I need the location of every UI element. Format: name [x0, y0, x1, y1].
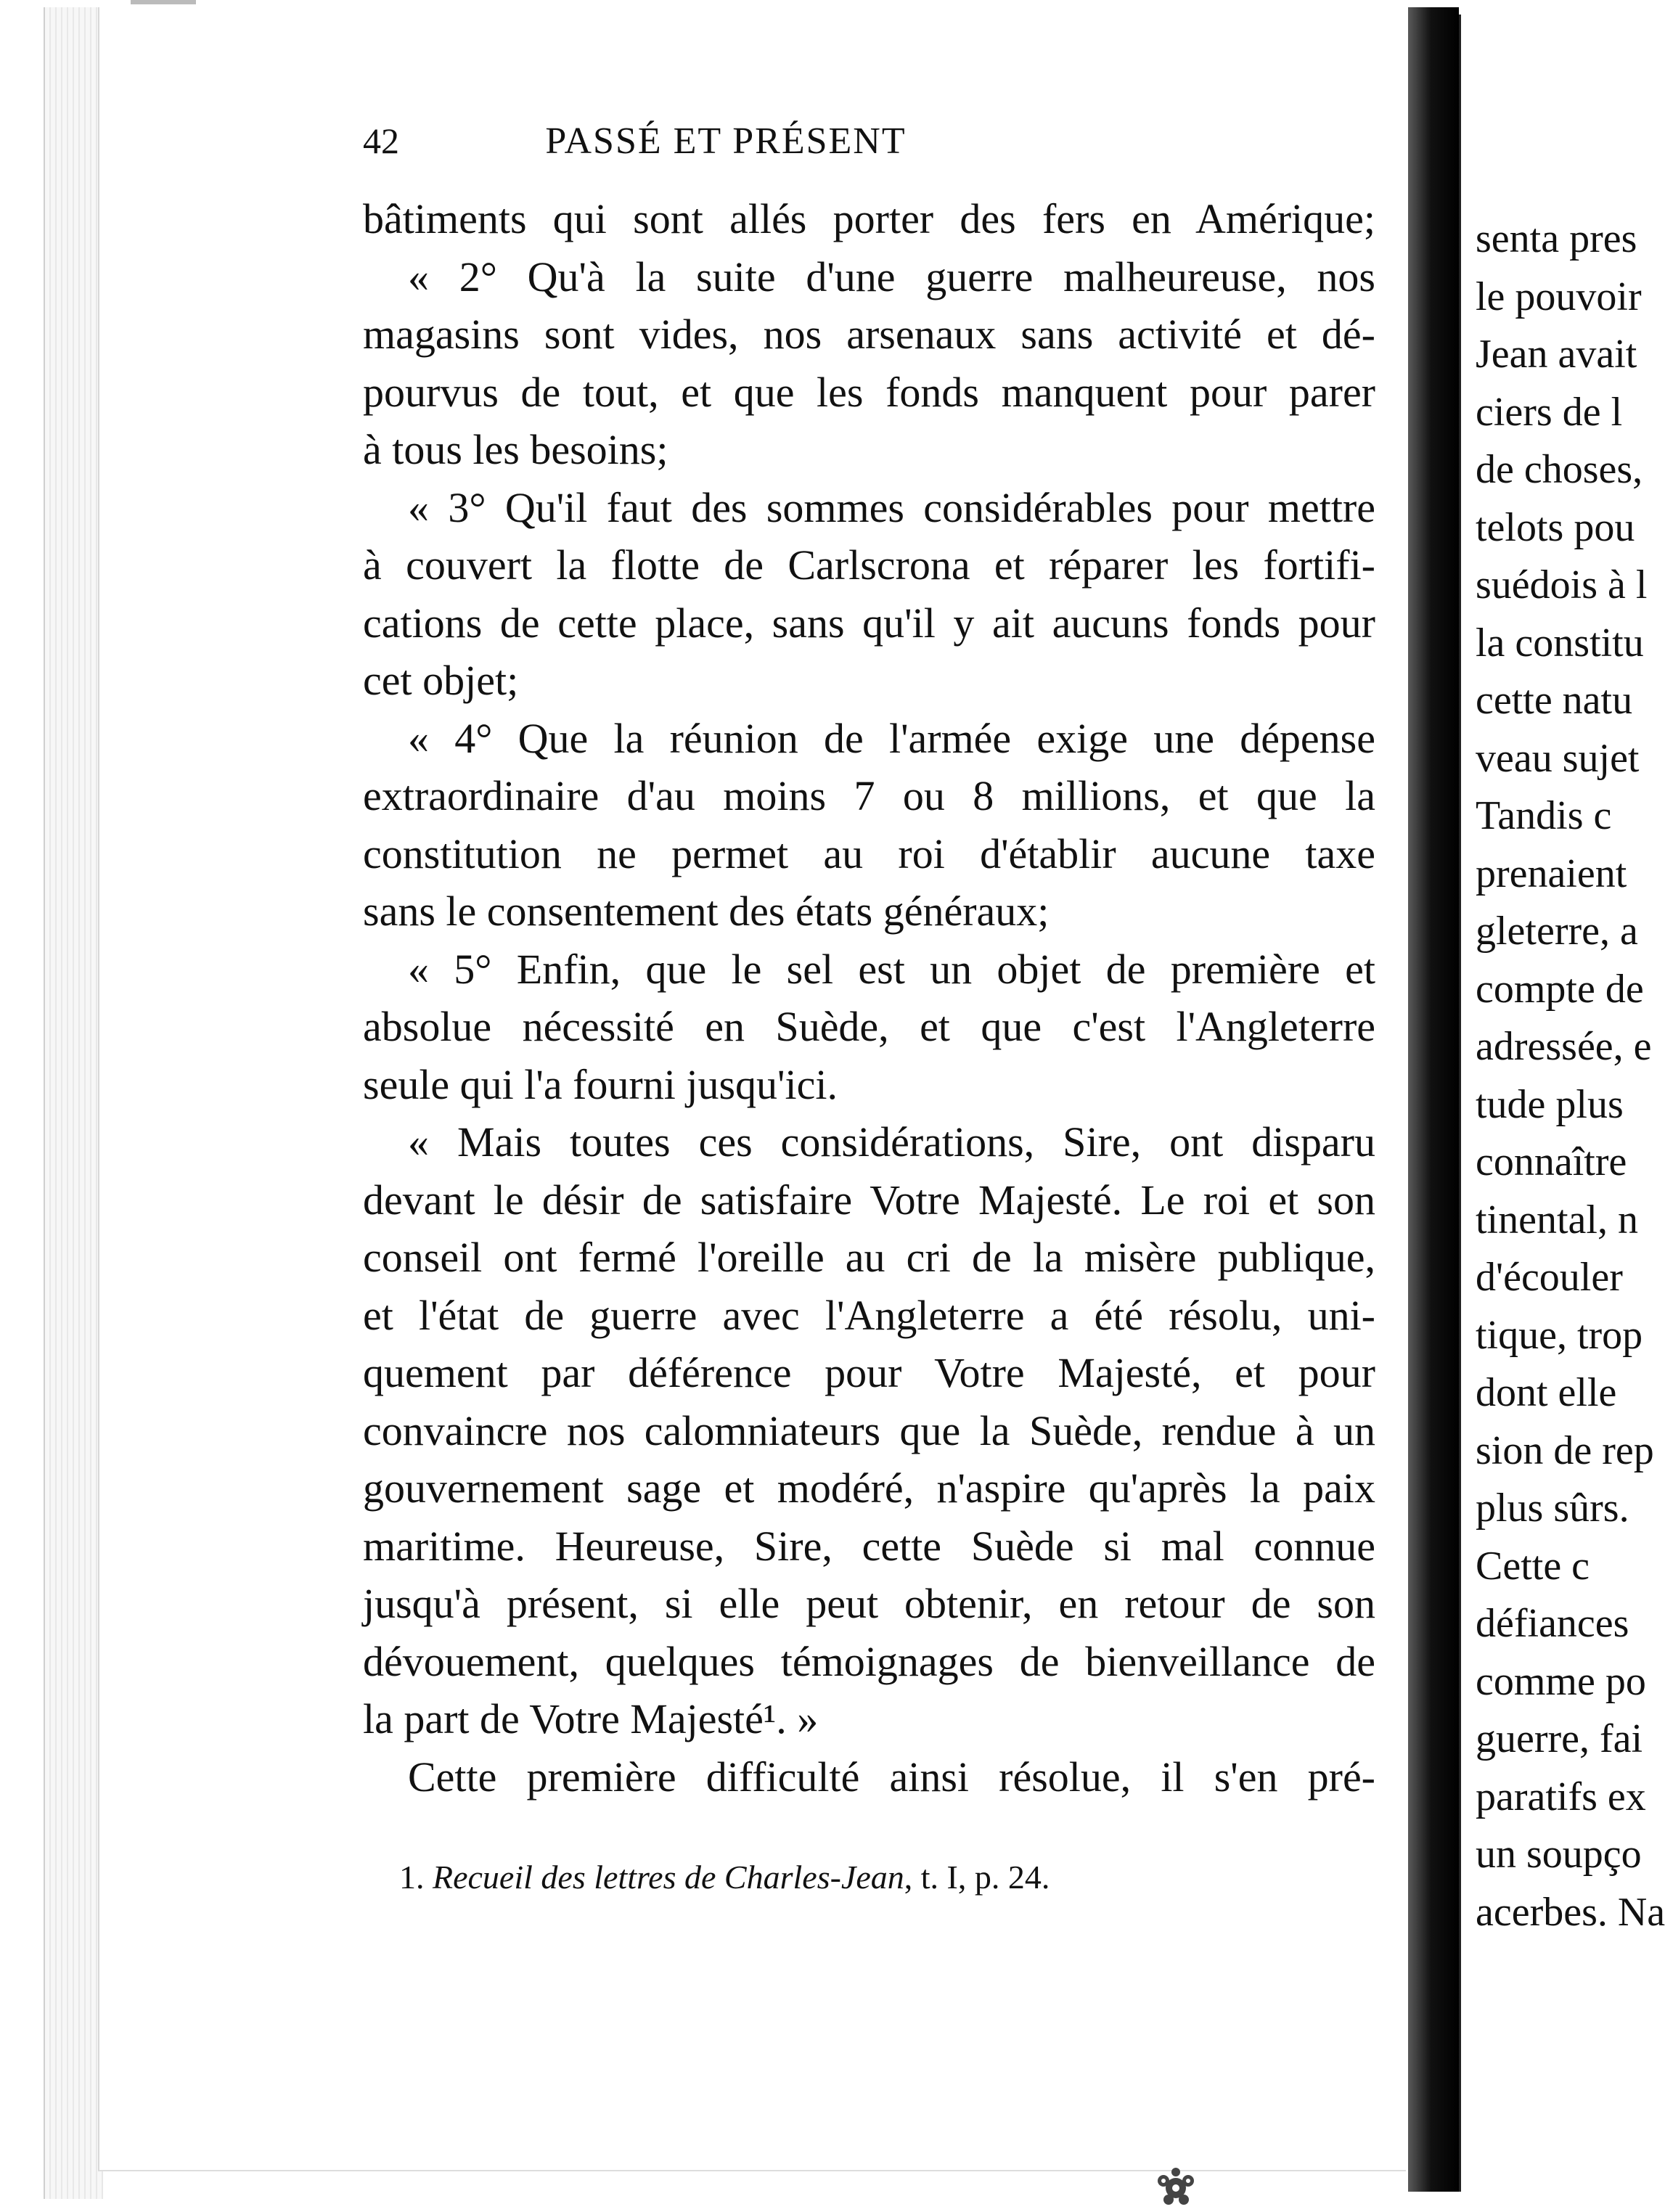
facing-page-line: gleterre, a — [1476, 909, 1638, 954]
body-line: « 5° Enfin, que le sel est un objet de première et — [408, 945, 1375, 993]
facing-page-line: compte de — [1476, 966, 1644, 1012]
body-line: devant le désir de satisfaire Votre Majesté. Le roi et son — [363, 1176, 1375, 1224]
body-line: à tous les besoins; — [363, 426, 668, 473]
facing-page-line: adressée, e — [1476, 1024, 1652, 1069]
body-line: convaincre nos calomniateurs que la Suède, rendue à un — [363, 1406, 1375, 1454]
facing-page-line: telots pou — [1476, 504, 1635, 550]
facing-page-line: cette natu — [1476, 678, 1633, 723]
body-line: dévouement, quelques témoignages de bienveillance de — [363, 1637, 1375, 1685]
facing-page-line: sion de rep — [1476, 1427, 1654, 1473]
footnote — [399, 1858, 1050, 1896]
facing-page-line: veau sujet — [1476, 735, 1640, 781]
facing-page-line: Jean avait — [1476, 332, 1637, 377]
body-line: seule qui l'a fourni jusqu'ici. — [363, 1060, 838, 1108]
body-line: pourvus de tout, et que les fonds manquent pour parer — [363, 368, 1375, 416]
facing-page-line: tinental, n — [1476, 1197, 1638, 1242]
library-stamp-ornament — [1143, 2159, 1208, 2212]
body-line: quement par déférence pour Votre Majesté, et pour — [363, 1349, 1375, 1396]
facing-page-line: senta pres — [1476, 216, 1637, 261]
facing-page-line: ciers de l — [1476, 389, 1623, 435]
body-line: à couvert la flotte de Carlscrona et réparer les fortifi- — [363, 541, 1375, 589]
facing-page-line: la constitu — [1476, 620, 1644, 665]
facing-page-line: défiances — [1476, 1601, 1629, 1646]
body-line: bâtiments qui sont allés porter des fers en Amérique; — [363, 195, 1375, 242]
body-line: « 4° Que la réunion de l'armée exige une dépense — [408, 714, 1375, 762]
body-line: maritime. Heureuse, Sire, cette Suède si mal connue — [363, 1522, 1375, 1570]
facing-page-line: tude plus — [1476, 1081, 1624, 1127]
facing-page-line: guerre, fai — [1476, 1716, 1643, 1761]
body-line: sans le consentement des états généraux; — [363, 888, 1050, 935]
body-text — [363, 190, 1375, 1806]
facing-page-line: de choses, — [1476, 447, 1643, 492]
facing-page-line: comme po — [1476, 1658, 1646, 1704]
book-gutter — [1408, 7, 1459, 2192]
facing-page-line: plus sûrs. — [1476, 1486, 1629, 1531]
facing-page-line: d'écouler — [1476, 1255, 1623, 1300]
facing-page-line: dont elle — [1476, 1370, 1617, 1415]
page-corner-mark — [131, 0, 196, 4]
page-number: 42 — [363, 120, 399, 161]
body-line: constitution ne permet au roi d'établir aucune taxe — [363, 830, 1375, 877]
stacked-page-edges — [44, 7, 103, 2199]
body-line: absolue nécessité en Suède, et que c'est l'Angleterre — [363, 1003, 1375, 1050]
body-line: Cette première difficulté ainsi résolue, il s'en pré- — [408, 1753, 1375, 1801]
body-line: « Mais toutes ces considérations, Sire, ont disparu — [408, 1118, 1375, 1166]
body-line: magasins sont vides, nos arsenaux sans activité et dé- — [363, 311, 1375, 358]
facing-page-line: un soupço — [1476, 1832, 1642, 1877]
facing-page-line: paratifs ex — [1476, 1774, 1646, 1819]
body-line: la part de Votre Majesté¹. » — [363, 1695, 819, 1742]
facing-page-line: suédois à l — [1476, 562, 1648, 607]
body-line: « 3° Qu'il faut des sommes considérables pour mettre — [408, 483, 1375, 531]
body-line: cations de cette place, sans qu'il y ait aucuns fonds pour — [363, 599, 1375, 647]
body-line: extraordinaire d'au moins 7 ou 8 millions, et que la — [363, 772, 1375, 819]
facing-page-line: le pouvoir — [1476, 274, 1642, 319]
facing-page — [1459, 15, 1665, 2192]
facing-page-line: connaître — [1476, 1139, 1627, 1184]
footnote-reference: , t. I, p. 24. — [904, 1859, 1050, 1896]
running-title: PASSÉ ET PRÉSENT — [545, 120, 907, 162]
facing-page-line: Tandis c — [1476, 793, 1612, 838]
body-line: conseil ont fermé l'oreille au cri de la misère publique, — [363, 1234, 1375, 1281]
body-line: cet objet; — [363, 657, 519, 704]
body-line: et l'état de guerre avec l'Angleterre a été résolu, uni- — [363, 1291, 1375, 1339]
facing-page-line: Cette c — [1476, 1543, 1590, 1589]
facing-page-line: tique, trop — [1476, 1312, 1643, 1358]
body-line: « 2° Qu'à la suite d'une guerre malheureuse, nos — [408, 253, 1375, 300]
footnote-title: Recueil des lettres de Charles-Jean — [433, 1859, 904, 1896]
footnote-number: 1. — [399, 1859, 425, 1896]
facing-page-line: prenaient — [1476, 851, 1627, 896]
body-line: gouvernement sage et modéré, n'aspire qu'après la paix — [363, 1465, 1375, 1512]
body-line: jusqu'à présent, si elle peut obtenir, en retour de son — [363, 1580, 1375, 1627]
facing-page-line: acerbes. Na — [1476, 1889, 1665, 1935]
facing-page-text — [1476, 210, 1664, 1941]
